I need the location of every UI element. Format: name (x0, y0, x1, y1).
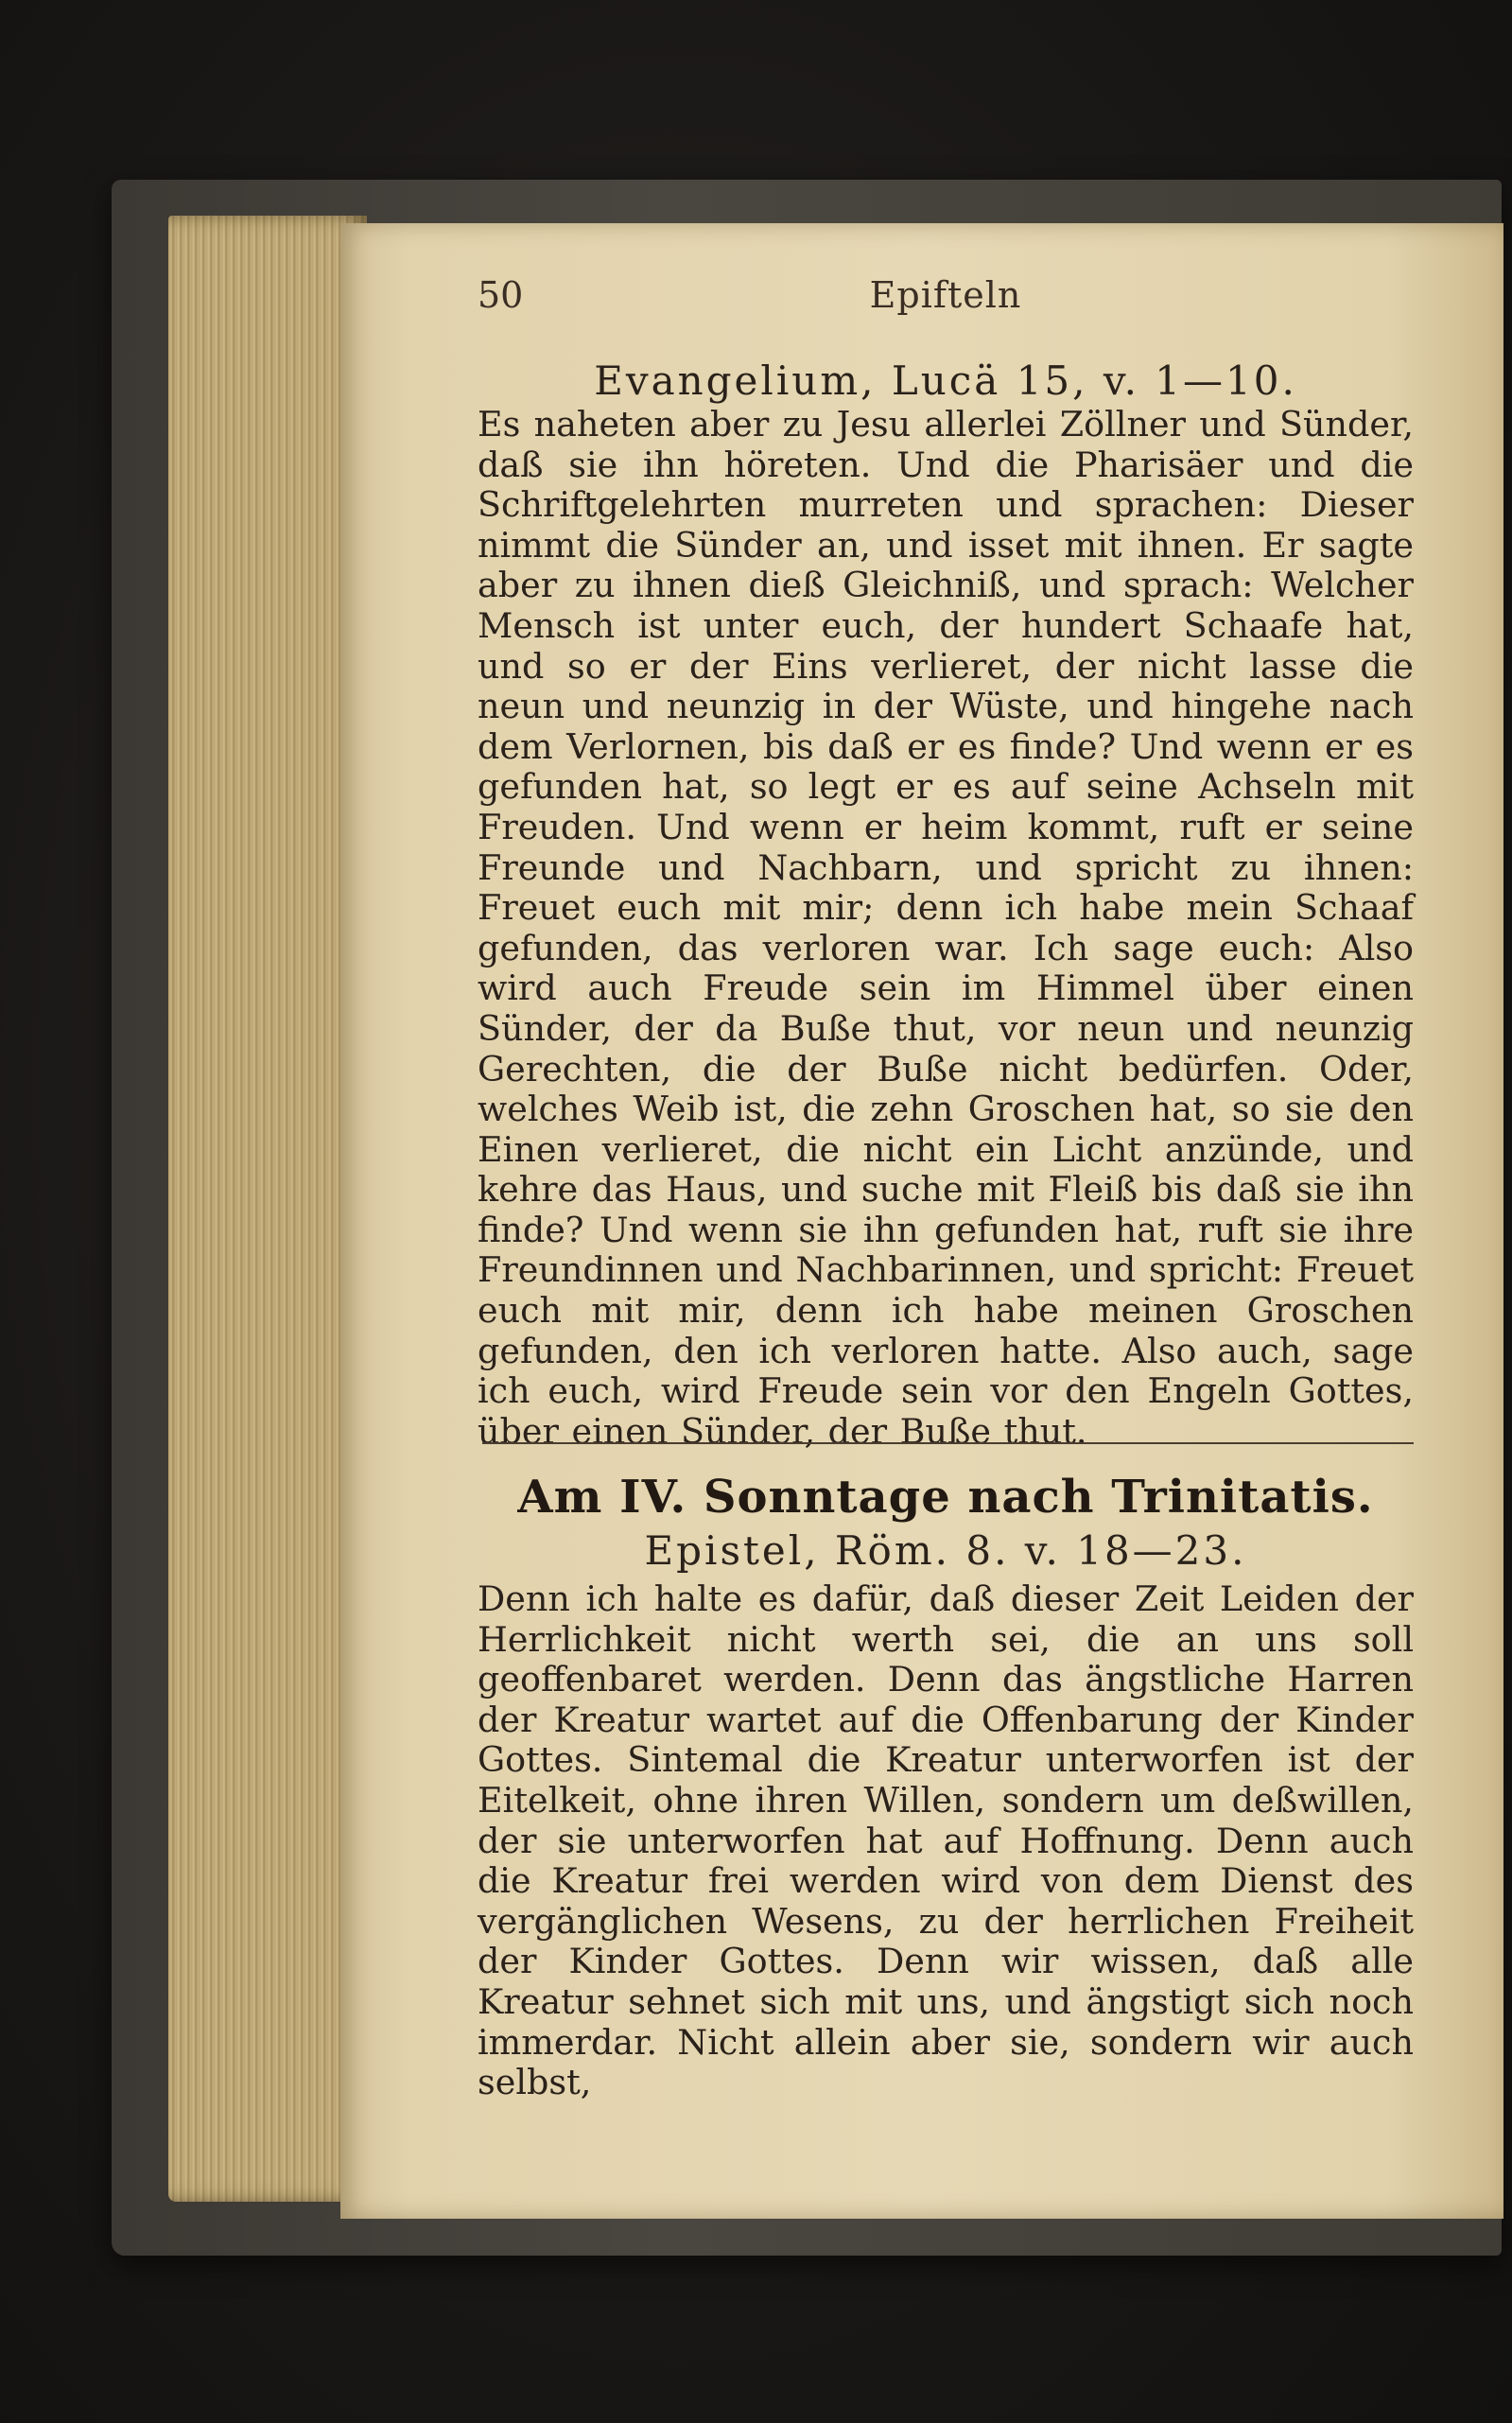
epistle-paragraph: Denn ich halte es dafür, daß dieser Zeit Leiden der Herrlichkeit nicht werth sei, die an uns soll geoffenbaret werden. Denn das ängstliche Harren der Kreatur wartet auf die Offenbarung der Kinder Gottes. Sintemal die Kreatur unterworfen ist der Eitelkeit, ohne ihren Willen, sondern um deßwillen, der sie unterworfen hat auf Hoffnung. Denn auch die Kreatur frei werden wird von dem Dienst des vergänglichen Wesens, zu der herrlichen Freiheit der Kinder Gottes. Denn wir wissen, daß alle Kreatur sehnet sich mit uns, und ängstigt sich noch immerdar. Nicht allein aber sie, sondern wir auch selbst, (478, 1578, 1414, 2103)
page-number: 50 (478, 274, 524, 316)
epistle-heading: Epistel, Röm. 8. v. 18—23. (644, 1527, 1247, 1574)
page-header (478, 274, 1414, 322)
epistle-text (478, 1579, 1414, 2103)
running-head: Epifteln (869, 274, 1022, 316)
gospel-heading: Evangelium, Lucä 15, v. 1—10. (594, 357, 1297, 404)
gospel-paragraph: Es naheten aber zu Jesu allerlei Zöllner und Sünder, daß sie ihn höreten. Und die Pharisäer und die Schriftgelehrten murreten und sprachen: Dieser nimmt die Sünder an, und isset mit ihnen. Er sagte aber zu ihnen dieß Gleichniß, und sprach: Welcher Mensch ist unter euch, der hundert Schaafe hat, und so er der Eins verlieret, der nicht lasse die neun und neunzig in der Wüste, und hingehe nach dem Verlornen, bis daß er es finde? Und wenn er es gefunden hat, so legt er es auf seine Achseln mit Freuden. Und wenn er heim kommt, ruft er seine Freunde und Nachbarn, und spricht zu ihnen: Freuet euch mit mir; denn ich habe mein Schaaf gefunden, das verloren war. Ich sage euch: Also wird auch Freude sein im Himmel über einen Sünder, der da Buße thut, vor neun und neunzig Gerechten, die der Buße nicht bedürfen. Oder, welches Weib ist, die zehn Groschen hat, so sie den Einen verlieret, die nicht ein Licht anzünde, und kehre das Haus, und suche mit Fleiß bis daß sie ihn finde? Und wenn sie ihn gefunden hat, ruft sie ihre Freundinnen und Nachbarinnen, und spricht: Freuet euch mit mir, denn ich habe meinen Groschen gefunden, den ich verloren hatte. Also auch, sage ich euch, wird Freude sein vor den Engeln Gottes, über einen Sünder, der Buße thut. (478, 404, 1414, 1452)
section-divider (482, 1442, 1414, 1444)
gospel-text (478, 405, 1414, 1452)
sunday-title: Am IV. Sonntage nach Trinitatis. (517, 1471, 1374, 1524)
page-edges (168, 216, 367, 2202)
